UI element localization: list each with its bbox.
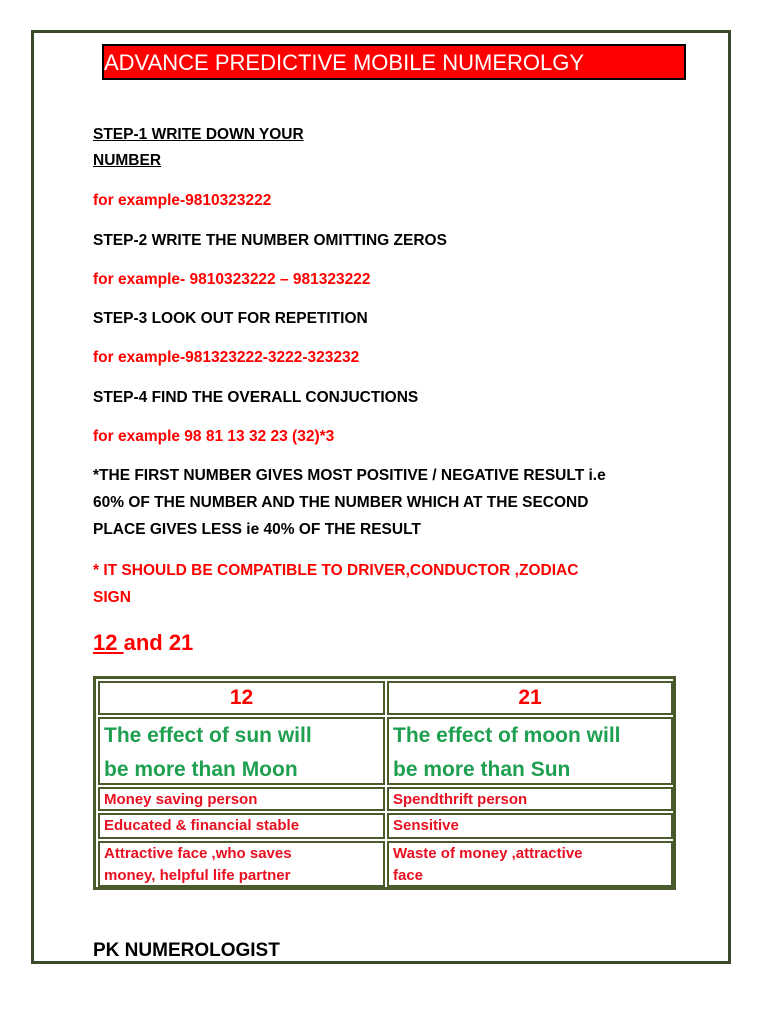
pair-heading-rest: and 21 [123, 630, 194, 655]
step1-line2: NUMBER [93, 152, 162, 169]
note1-line2: 60% OF THE NUMBER AND THE NUMBER WHICH AT THE SECOND [93, 494, 589, 511]
effect-right-line2: be more than Sun [393, 758, 571, 781]
left-row3 [98, 841, 385, 887]
pair-heading [93, 628, 193, 658]
comparison-table [93, 676, 676, 890]
note2-line1: * IT SHOULD BE COMPATIBLE TO DRIVER,CONDUCTOR ,ZODIAC [93, 562, 579, 579]
right-row3-line2: face [393, 867, 424, 884]
effect-left [98, 717, 385, 785]
header-left: 12 [98, 681, 385, 715]
page-title: ADVANCE PREDICTIVE MOBILE NUMEROLGY [104, 50, 585, 75]
step4: STEP-4 FIND THE OVERALL CONJUCTIONS [93, 389, 419, 406]
step3: STEP-3 LOOK OUT FOR REPETITION [93, 310, 368, 327]
left-row1: Money saving person [98, 787, 385, 811]
note1-line1: *THE FIRST NUMBER GIVES MOST POSITIVE / NEGATIVE RESULT i.e [93, 467, 606, 484]
example-4: for example 98 81 13 32 23 (32)*3 [93, 428, 335, 445]
left-row2: Educated & financial stable [98, 813, 385, 839]
footer-signature: PK NUMEROLOGIST [93, 940, 280, 961]
left-row3-line1: Attractive face ,who saves [104, 845, 292, 862]
effect-right-line1: The effect of moon will [393, 724, 621, 747]
effect-right [387, 717, 673, 785]
example-2: for example- 9810323222 – 981323222 [93, 271, 371, 288]
header-right: 21 [387, 681, 673, 715]
right-row2: Sensitive [387, 813, 673, 839]
step2: STEP-2 WRITE THE NUMBER OMITTING ZEROS [93, 232, 447, 249]
right-row1: Spendthrift person [387, 787, 673, 811]
right-row3 [387, 841, 673, 887]
note1-line3: PLACE GIVES LESS ie 40% OF THE RESULT [93, 521, 421, 538]
step1-line1: STEP-1 WRITE DOWN YOUR [93, 126, 304, 143]
effect-left-line1: The effect of sun will [104, 724, 312, 747]
pair-heading-num: 12 [93, 630, 124, 655]
left-row3-line2: money, helpful life partner [104, 867, 291, 884]
example-1: for example-9810323222 [93, 192, 272, 209]
right-row3-line1: Waste of money ,attractive [393, 845, 583, 862]
effect-left-line2: be more than Moon [104, 758, 298, 781]
note2-line2: SIGN [93, 589, 131, 606]
example-3: for example-981323222-3222-323232 [93, 349, 360, 366]
